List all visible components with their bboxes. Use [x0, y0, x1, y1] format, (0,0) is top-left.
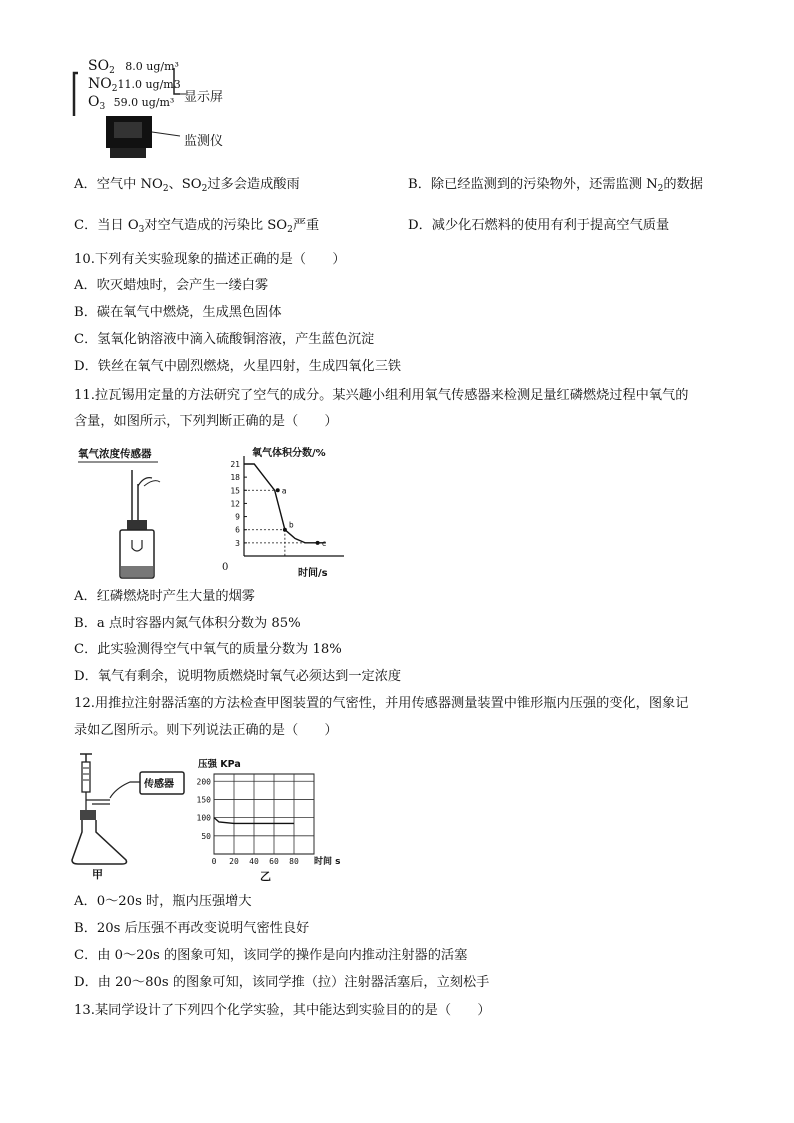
- y-tick-label: 15: [230, 486, 240, 496]
- q9-option-c[interactable]: C．当日 $O_3$对空气造成的污染比 $SO_2$严重: [74, 218, 320, 235]
- point-label-c: c: [321, 538, 327, 548]
- q11-option-b[interactable]: B．a 点时容器内氮气体积分数为 85%: [74, 616, 301, 631]
- plot-frame: [214, 774, 314, 854]
- oxygen-sensor-label: 氧气浓度传感器: [78, 448, 152, 460]
- figure-jia-label: 甲: [92, 868, 103, 881]
- pressure-chart-ylabel: 压强 KPa: [198, 759, 241, 770]
- y-tick-label: 100: [196, 813, 211, 823]
- q11-option-c[interactable]: C．此实验测得空气中氧气的质量分数为 18%: [74, 642, 342, 657]
- q13-stem: 13.某同学设计了下列四个化学实验，其中能达到实验目的的是（ ）: [74, 1003, 491, 1018]
- q12-option-a[interactable]: A．0～20s 时，瓶内压强增大: [74, 894, 252, 909]
- flask-drawing: [70, 748, 190, 880]
- x-tick-label: 20: [229, 857, 239, 866]
- q10-option-b[interactable]: B．碳在氧气中燃烧，生成黑色固体: [74, 305, 282, 320]
- x-tick-label: 60: [269, 857, 279, 866]
- display-screen-label: 显示屏: [184, 90, 224, 105]
- q12-apparatus-jia: [70, 748, 190, 880]
- y-tick-label: 150: [196, 795, 211, 805]
- y-tick-label: 12: [230, 499, 240, 509]
- y-tick-label: 21: [230, 460, 240, 469]
- q11-stem-line2: 含量，如图所示，下列判断正确的是（ ）: [74, 414, 338, 429]
- q12-stem-line1: 12.用推拉注射器活塞的方法检查甲图装置的气密性，并用传感器测量装置中锥形瓶内压强的变化，图象记: [74, 696, 689, 711]
- figure-yi-label: 乙: [260, 870, 271, 883]
- q11-option-d[interactable]: D．氧气有剩余，说明物质燃烧时氧气必须达到一定浓度: [74, 669, 402, 684]
- q9-monitor-figure: [70, 58, 250, 168]
- q9-option-b[interactable]: B．除已经监测到的污染物外，还需监测 $N_2$的数据: [408, 177, 703, 194]
- so2-reading: $SO_2$ 8.0 ug/m³: [88, 58, 179, 76]
- oxygen-chart-title: 氧气体积分数/%: [252, 448, 326, 459]
- y-tick-label: 50: [201, 831, 211, 841]
- oxygen-chart-origin: 0: [222, 562, 229, 573]
- y-tick-label: 3: [235, 538, 240, 548]
- data-point-a: [276, 488, 280, 492]
- o3-reading: $O_3$ 59.0 ug/m³: [88, 94, 175, 112]
- q11-apparatus: [74, 444, 184, 584]
- monitor-label: 监测仪: [184, 134, 224, 149]
- y-tick-label: 200: [196, 777, 211, 787]
- x-tick-label: 80: [289, 857, 299, 866]
- oxygen-chart-svg: [222, 444, 352, 578]
- q9-option-d[interactable]: D．减少化石燃料的使用有利于提高空气质量: [408, 218, 670, 233]
- oxygen-chart-xlabel: 时间/s: [298, 568, 328, 579]
- point-label-b: b: [288, 520, 294, 530]
- q10-option-a[interactable]: A．吹灭蜡烛时，会产生一缕白雾: [74, 278, 269, 293]
- point-label-a: a: [281, 486, 287, 496]
- x-tick-label: 0: [211, 857, 217, 866]
- x-tick-label: 40: [249, 857, 259, 866]
- q11-option-a[interactable]: A．红磷燃烧时产生大量的烟雾: [74, 589, 255, 604]
- no2-reading: $NO_211.0$ ug/m3: [88, 76, 181, 94]
- q10-option-d[interactable]: D．铁丝在氧气中剧烈燃烧，火星四射，生成四氧化三铁: [74, 359, 402, 374]
- q12-option-b[interactable]: B．20s 后压强不再改变说明气密性良好: [74, 921, 310, 936]
- q12-stem-line2: 录如乙图所示。则下列说法正确的是（ ）: [74, 723, 338, 738]
- q10-stem: 10.下列有关实验现象的描述正确的是（ ）: [74, 252, 346, 267]
- q11-oxygen-chart: [222, 444, 352, 578]
- data-point-c: [316, 541, 320, 545]
- bottle-drawing: [74, 444, 184, 584]
- pressure-chart-xlabel: 时间 s: [314, 857, 341, 867]
- y-tick-label: 6: [235, 525, 240, 535]
- y-tick-label: 9: [235, 512, 240, 522]
- q10-option-c[interactable]: C．氢氧化钠溶液中滴入硫酸铜溶液，产生蓝色沉淀: [74, 332, 375, 347]
- y-tick-label: 18: [230, 473, 240, 483]
- q12-option-c[interactable]: C．由 0～20s 的图象可知，该同学的操作是向内推动注射器的活塞: [74, 948, 468, 963]
- q12-option-d[interactable]: D．由 20～80s 的图象可知，该同学推（拉）注射器活塞后，立刻松手: [74, 975, 490, 990]
- q12-pressure-chart: [196, 756, 346, 882]
- q9-option-a[interactable]: A．空气中 $NO_2$、$SO_2$过多会造成酸雨: [74, 177, 300, 194]
- q11-stem-line1: 11.拉瓦锡用定量的方法研究了空气的成分。某兴趣小组利用氧气传感器来检测足量红磷燃烧过程中氧气的: [74, 388, 689, 403]
- pressure-sensor-label: 传感器: [144, 779, 174, 790]
